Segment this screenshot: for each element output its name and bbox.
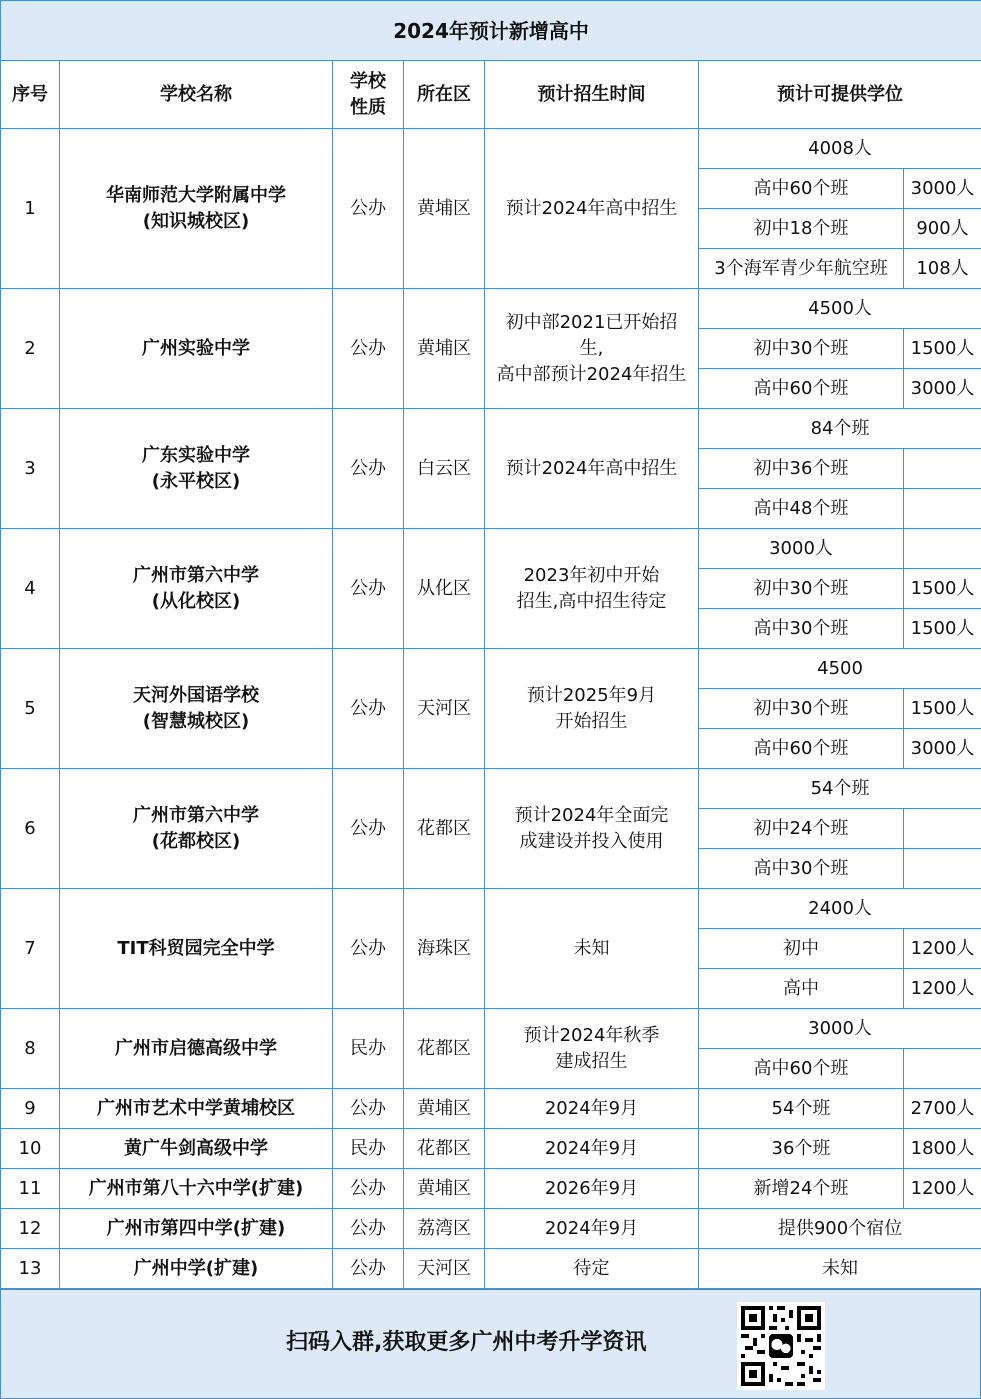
school-name: 广州实验中学 xyxy=(60,289,333,409)
seat-label: 高中60个班 xyxy=(699,1049,904,1089)
school-name: 广东实验中学 (永平校区) xyxy=(60,409,333,529)
enroll-time: 2023年初中开始 招生,高中招生待定 xyxy=(485,529,699,649)
seats-total: 4500人 xyxy=(699,289,981,329)
enroll-time: 2024年9月 xyxy=(485,1129,699,1169)
seat-label: 初中24个班 xyxy=(699,809,904,849)
enroll-time: 待定 xyxy=(485,1249,699,1289)
school-district: 黄埔区 xyxy=(404,289,485,409)
school-name: 黄广牛剑高级中学 xyxy=(60,1129,333,1169)
row-index: 2 xyxy=(1,289,60,409)
school-district: 花都区 xyxy=(404,769,485,889)
school-name: 广州市启德高级中学 xyxy=(60,1009,333,1089)
school-name: 华南师范大学附属中学 (知识城校区) xyxy=(60,129,333,289)
header-school: 学校名称 xyxy=(60,61,333,129)
school-nature: 民办 xyxy=(333,1009,404,1089)
row-index: 11 xyxy=(1,1169,60,1209)
seats-merged: 未知 xyxy=(699,1249,981,1289)
seat-count xyxy=(904,849,981,889)
seat-count: 3000人 xyxy=(904,169,981,209)
school-district: 海珠区 xyxy=(404,889,485,1009)
header-seats: 预计可提供学位 xyxy=(699,61,981,129)
seat-count xyxy=(904,489,981,529)
row-index: 1 xyxy=(1,129,60,289)
school-nature: 公办 xyxy=(333,289,404,409)
row-index: 7 xyxy=(1,889,60,1009)
seat-label: 54个班 xyxy=(699,1089,904,1129)
school-name: 广州市第六中学 (从化校区) xyxy=(60,529,333,649)
seat-label: 高中30个班 xyxy=(699,849,904,889)
seat-label: 高中48个班 xyxy=(699,489,904,529)
footer-text: 扫码入群,获取更多广州中考升学资讯 xyxy=(286,1330,647,1355)
seat-count: 1200人 xyxy=(904,969,981,1009)
enroll-time: 预计2024年全面完 成建设并投入使用 xyxy=(485,769,699,889)
school-nature: 公办 xyxy=(333,1209,404,1249)
school-district: 花都区 xyxy=(404,1129,485,1169)
row-index: 3 xyxy=(1,409,60,529)
seats-total: 2400人 xyxy=(699,889,981,929)
row-index: 6 xyxy=(1,769,60,889)
school-nature: 公办 xyxy=(333,889,404,1009)
school-nature: 公办 xyxy=(333,1249,404,1289)
seat-label: 高中60个班 xyxy=(699,369,904,409)
seat-label: 初中30个班 xyxy=(699,689,904,729)
seat-count: 1800人 xyxy=(904,1129,981,1169)
seat-label: 3个海军青少年航空班 xyxy=(699,249,904,289)
row-index: 12 xyxy=(1,1209,60,1249)
header-district: 所在区 xyxy=(404,61,485,129)
seats-total: 84个班 xyxy=(699,409,981,449)
school-name: TIT科贸园完全中学 xyxy=(60,889,333,1009)
enroll-time: 2024年9月 xyxy=(485,1209,699,1249)
seat-count: 3000人 xyxy=(904,369,981,409)
seats-total: 54个班 xyxy=(699,769,981,809)
seat-label: 高中60个班 xyxy=(699,729,904,769)
enroll-time: 初中部2021已开始招 生, 高中部预计2024年招生 xyxy=(485,289,699,409)
seat-count: 1500人 xyxy=(904,689,981,729)
seat-label: 36个班 xyxy=(699,1129,904,1169)
school-district: 黄埔区 xyxy=(404,1089,485,1129)
school-nature: 公办 xyxy=(333,1169,404,1209)
row-index: 5 xyxy=(1,649,60,769)
seat-count-empty xyxy=(904,529,981,569)
school-name: 广州市艺术中学黄埔校区 xyxy=(60,1089,333,1129)
seat-label: 高中60个班 xyxy=(699,169,904,209)
seat-count: 1500人 xyxy=(904,329,981,369)
school-district: 白云区 xyxy=(404,409,485,529)
seats-total: 4008人 xyxy=(699,129,981,169)
enroll-time: 2024年9月 xyxy=(485,1089,699,1129)
enroll-time: 预计2024年高中招生 xyxy=(485,129,699,289)
school-district: 荔湾区 xyxy=(404,1209,485,1249)
seat-count xyxy=(904,449,981,489)
seat-label: 初中 xyxy=(699,929,904,969)
seat-count: 1500人 xyxy=(904,569,981,609)
school-name: 广州市第六中学 (花都校区) xyxy=(60,769,333,889)
seat-label: 初中18个班 xyxy=(699,209,904,249)
school-district: 黄埔区 xyxy=(404,1169,485,1209)
school-nature: 民办 xyxy=(333,1129,404,1169)
school-name: 广州中学(扩建) xyxy=(60,1249,333,1289)
seat-label: 初中30个班 xyxy=(699,329,904,369)
seat-label: 高中30个班 xyxy=(699,609,904,649)
seat-count: 108人 xyxy=(904,249,981,289)
row-index: 4 xyxy=(1,529,60,649)
seats-total: 4500 xyxy=(699,649,981,689)
school-district: 黄埔区 xyxy=(404,129,485,289)
school-nature: 公办 xyxy=(333,769,404,889)
school-nature: 公办 xyxy=(333,649,404,769)
seat-count: 2700人 xyxy=(904,1089,981,1129)
row-index: 9 xyxy=(1,1089,60,1129)
header-nature: 学校性质 xyxy=(333,61,404,129)
seat-label: 初中36个班 xyxy=(699,449,904,489)
enroll-time: 2026年9月 xyxy=(485,1169,699,1209)
school-district: 天河区 xyxy=(404,1249,485,1289)
row-index: 13 xyxy=(1,1249,60,1289)
school-district: 天河区 xyxy=(404,649,485,769)
seat-label: 新增24个班 xyxy=(699,1169,904,1209)
enroll-time: 未知 xyxy=(485,889,699,1009)
seats-total: 3000人 xyxy=(699,1009,981,1049)
seat-count xyxy=(904,809,981,849)
school-nature: 公办 xyxy=(333,129,404,289)
school-nature: 公办 xyxy=(333,1089,404,1129)
header-index: 序号 xyxy=(1,61,60,129)
seats-merged: 提供900个宿位 xyxy=(699,1209,981,1249)
header-time: 预计招生时间 xyxy=(485,61,699,129)
school-nature: 公办 xyxy=(333,529,404,649)
school-name: 广州市第八十六中学(扩建) xyxy=(60,1169,333,1209)
seat-count: 1200人 xyxy=(904,929,981,969)
school-name: 广州市第四中学(扩建) xyxy=(60,1209,333,1249)
seat-count: 1200人 xyxy=(904,1169,981,1209)
row-index: 8 xyxy=(1,1009,60,1089)
seats-total: 3000人 xyxy=(699,529,904,569)
school-district: 从化区 xyxy=(404,529,485,649)
seat-count xyxy=(904,1049,981,1089)
qr-code-icon[interactable] xyxy=(737,1302,825,1390)
enroll-time: 预计2024年秋季 建成招生 xyxy=(485,1009,699,1089)
school-district: 花都区 xyxy=(404,1009,485,1089)
row-index: 10 xyxy=(1,1129,60,1169)
school-name: 天河外国语学校 (智慧城校区) xyxy=(60,649,333,769)
footer-banner xyxy=(0,1289,981,1399)
seat-count: 3000人 xyxy=(904,729,981,769)
seat-label: 初中30个班 xyxy=(699,569,904,609)
seat-label: 高中 xyxy=(699,969,904,1009)
enroll-time: 预计2025年9月 开始招生 xyxy=(485,649,699,769)
seat-count: 1500人 xyxy=(904,609,981,649)
school-nature: 公办 xyxy=(333,409,404,529)
enroll-time: 预计2024年高中招生 xyxy=(485,409,699,529)
seat-count: 900人 xyxy=(904,209,981,249)
table-title: 2024年预计新增高中 xyxy=(1,1,981,61)
